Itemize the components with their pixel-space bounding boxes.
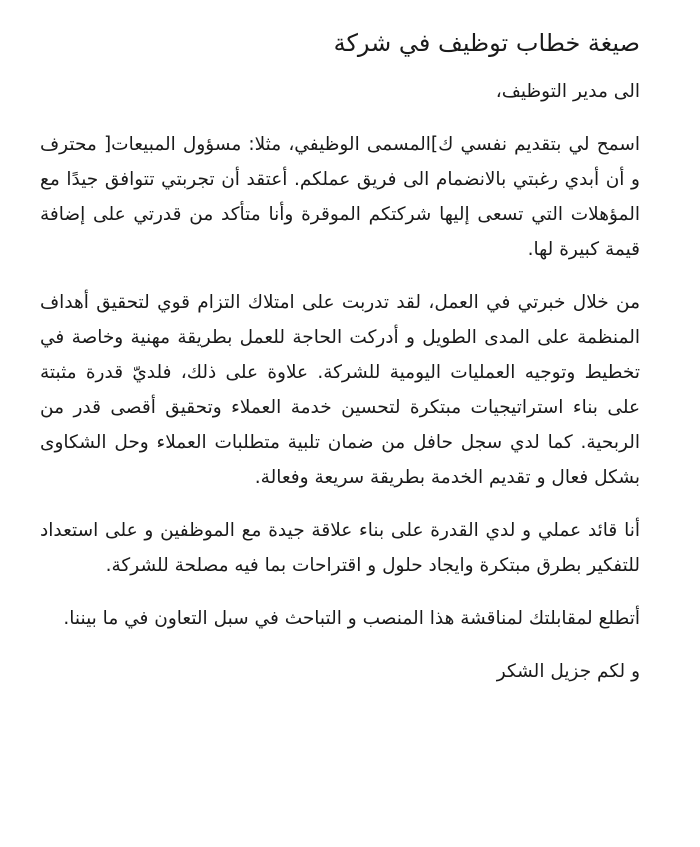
page-title: صيغة خطاب توظيف في شركة (333, 29, 640, 57)
salutation: الى مدير التوظيف، (495, 81, 640, 102)
paragraph-intro: اسمح لي بتقديم نفسي ك]المسمى الوظيفي، مثلا: مسؤول المبيعات[ محترف و أن أبدي رغبتي بالانضمام الى فريق عملكم. أعتقد أن تجربتي تتوافق جيدًا مع المؤهلات التي تسعى إليها شركتكم الموقرة وأنا متأكد من قدرتي على إضافة قيمة كبيرة لها. (40, 134, 640, 260)
closing-line: و لكم جزيل الشكر (496, 661, 640, 682)
paragraph-leadership: أنا قائد عملي و لدي القدرة على بناء علاقة جيدة مع الموظفين و على استعداد للتفكير بطرق مبتكرة وايجاد حلول و اقتراحات بما فيه مصلحة للشركة. (40, 520, 640, 576)
paragraph-interview: أتطلع لمقابلتك لمناقشة هذا المنصب و التباحث في سبل التعاون في ما بيننا. (63, 608, 640, 629)
paragraph-experience: من خلال خبرتي في العمل، لقد تدربت على امتلاك التزام قوي لتحقيق أهداف المنظمة على المدى الطويل و أدركت الحاجة للعمل بطريقة مهنية وخاصة في تخطيط وتوجيه العمليات اليومية للشركة. علاوة على ذلك، فلديّ قدرة مثبتة على بناء استراتيجيات مبتكرة لتحسين خدمة العملاء وتحقيق أقصى قدر من الربحية. كما لدي سجل حافل من ضمان تلبية متطلبات العملاء وحل الشكاوى بشكل فعال و تقديم الخدمة بطريقة سريعة وفعالة. (40, 292, 640, 488)
